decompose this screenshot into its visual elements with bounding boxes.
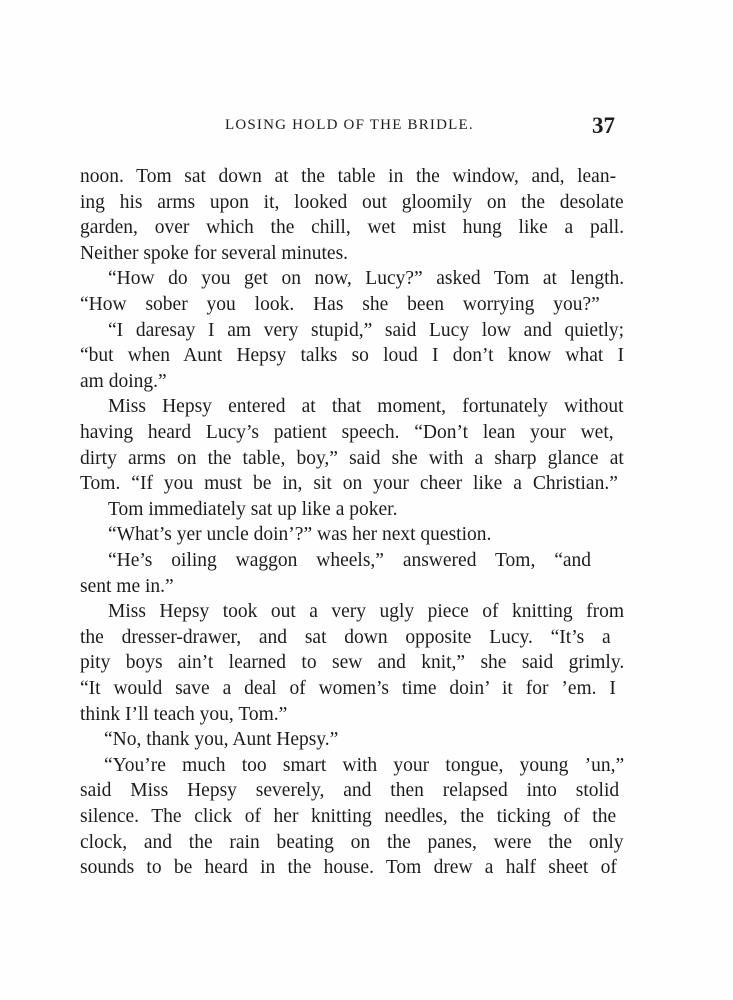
text-line-21: “It would save a deal of women’s time doin’ it for ’em. I	[80, 678, 616, 699]
text-line-8: “but when Aunt Hepsy talks so loud I don’t know what I	[80, 345, 625, 366]
text-line-20: pity boys ain’t learned to sew and knit,” she said grimly.	[80, 652, 625, 673]
running-head-title: LOSING HOLD OF THE BRIDLE.	[225, 117, 474, 133]
text-line-2: ing his arms upon it, looked out gloomily on the desolate	[80, 192, 624, 213]
text-line-11: having heard Lucy’s patient speech. “Don’t lean your wet,	[80, 422, 614, 443]
text-line-9: am doing.”	[80, 371, 167, 392]
text-line-19: the dresser-drawer, and sat down opposite Lucy. “It’s a	[80, 627, 611, 648]
text-line-16: “He’s oiling waggon wheels,” answered Tom, “and	[108, 550, 591, 571]
text-line-22: think I’ll teach you, Tom.”	[80, 704, 288, 725]
text-line-17: sent me in.”	[80, 576, 174, 597]
text-line-25: said Miss Hepsy severely, and then relapsed into stolid	[80, 780, 620, 801]
text-line-4: Neither spoke for several minutes.	[80, 243, 349, 264]
text-line-18: Miss Hepsy took out a very ugly piece of knitting from	[108, 601, 625, 622]
text-line-12: dirty arms on the table, boy,” said she with a sharp glance at	[80, 448, 624, 469]
page-number: 37	[592, 113, 615, 138]
text-line-28: sounds to be heard in the house. Tom drew a half sheet of	[80, 857, 617, 878]
text-line-6: “How sober you look. Has she been worrying you?”	[80, 294, 600, 315]
text-line-14: Tom immediately sat up like a poker.	[108, 499, 398, 520]
text-line-27: clock, and the rain beating on the panes, were the only	[80, 832, 624, 853]
text-line-23: “No, thank you, Aunt Hepsy.”	[104, 729, 339, 750]
text-line-3: garden, over which the chill, wet mist hung like a pall.	[80, 217, 625, 238]
text-line-5: “How do you get on now, Lucy?” asked Tom at length.	[108, 268, 625, 289]
text-line-24: “You’re much too smart with your tongue, young ’un,”	[104, 755, 625, 776]
text-line-15: “What’s yer uncle doin’?” was her next question.	[108, 524, 492, 545]
text-line-13: Tom. “If you must be in, sit on your cheer like a Christian.”	[80, 473, 618, 494]
text-line-26: silence. The click of her knitting needles, the ticking of the	[80, 806, 617, 827]
text-line-7: “I daresay I am very stupid,” said Lucy low and quietly;	[108, 320, 625, 341]
text-line-10: Miss Hepsy entered at that moment, fortunately without	[108, 396, 624, 417]
text-line-1: noon. Tom sat down at the table in the window, and, lean-	[80, 166, 617, 187]
